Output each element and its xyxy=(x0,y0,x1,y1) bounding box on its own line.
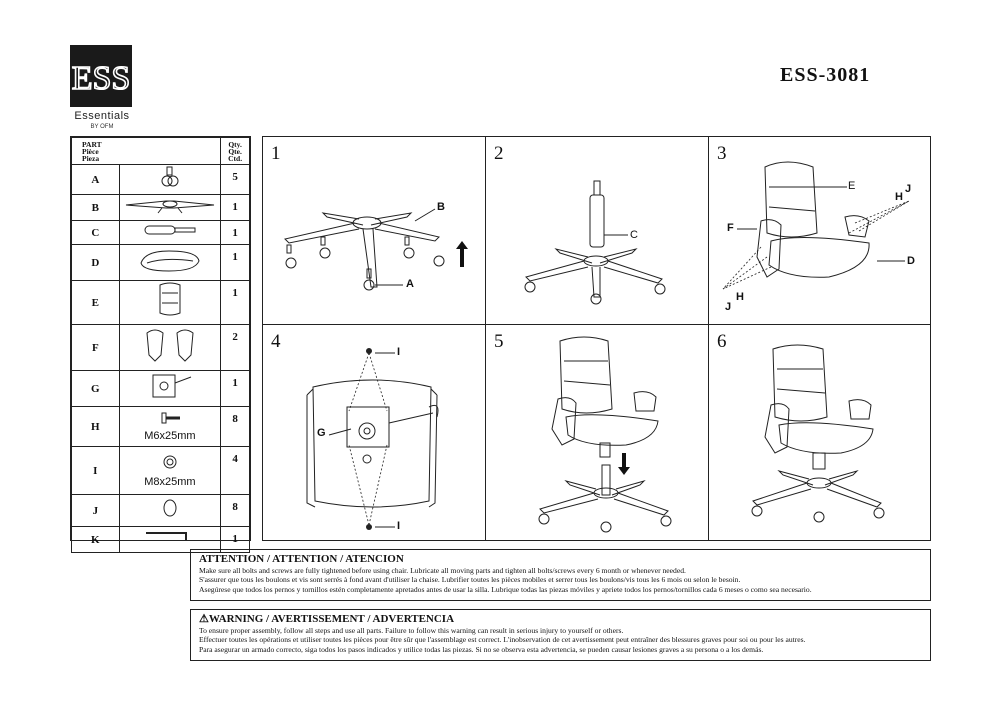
part-qty: 1 xyxy=(221,245,250,281)
part-qty: 5 xyxy=(221,165,250,195)
table-row xyxy=(72,495,250,527)
base-caster-diagram xyxy=(263,137,487,326)
callout-label: C xyxy=(630,229,638,241)
gas-cylinder-icon xyxy=(119,221,221,245)
part-qty: 4 xyxy=(221,447,250,495)
step-1-panel xyxy=(262,136,486,325)
warning-line: Effectuer toutes les opérations et utiliser toutes les pièces pour être sûr que l'assemblage est correct. L'inobservation de cet avertissement peut entraîner des blessures graves pour soi ou pour les autres. xyxy=(199,635,806,645)
part-qty: 1 xyxy=(221,527,250,553)
part-letter: C xyxy=(72,221,120,245)
bolt-size-label: M8x25mm xyxy=(144,476,196,488)
part-letter: G xyxy=(72,371,120,407)
attention-line: S'assurer que tous les boulons et vis sont serrés à fond avant d'utiliser la chaise. Lubrifier toutes les pièces mobiles et serrer tous les boulons/vis tous les 6 mois ou selon le besoin. xyxy=(199,575,741,585)
seat-icon xyxy=(119,245,221,281)
callout-label: I xyxy=(397,520,401,532)
part-letter: F xyxy=(72,325,120,371)
part-letter: B xyxy=(72,195,120,221)
part-qty: 1 xyxy=(221,371,250,407)
part-qty: 2 xyxy=(221,325,250,371)
mechanism-attach-diagram xyxy=(263,325,487,542)
part-letter: A xyxy=(72,165,120,195)
cylinder-base-diagram xyxy=(486,137,710,326)
table-row xyxy=(72,221,250,245)
svg-text:ESS: ESS xyxy=(71,60,131,97)
part-qty: 1 xyxy=(221,281,250,325)
part-letter: H xyxy=(72,407,120,447)
parts-header-row xyxy=(72,138,250,165)
part-letter: K xyxy=(72,527,120,553)
attention-line: Asegúrese que todos los pernos y tornillos estén completamente apretados antes de usar la silla. Lubrique todas las piezas móviles y apriete todos los pernos/tornillos cada 6 meses o como sea necesario. xyxy=(199,584,812,594)
mechanism-icon xyxy=(119,371,221,407)
step-number: 2 xyxy=(494,143,504,164)
part-qty: 8 xyxy=(221,495,250,527)
step-number: 5 xyxy=(494,331,504,352)
part-letter: D xyxy=(72,245,120,281)
brand-logo xyxy=(70,45,132,107)
cap-icon xyxy=(119,495,221,527)
part-letter: E xyxy=(72,281,120,325)
step-number: 6 xyxy=(717,331,727,352)
parts-header-part: PART Pièce Pieza xyxy=(72,138,221,165)
callout-label: H xyxy=(736,291,744,303)
callout-label: F xyxy=(727,222,734,234)
complete-chair-diagram xyxy=(709,325,932,542)
table-row xyxy=(72,195,250,221)
part-letter: I xyxy=(72,447,120,495)
attention-notice xyxy=(190,549,931,601)
table-row xyxy=(72,407,250,447)
backrest-icon xyxy=(119,281,221,325)
callout-label: D xyxy=(907,255,915,267)
attention-title: ATTENTION / ATTENTION / ATENCION xyxy=(199,553,404,565)
bolt-size-label: M6x25mm xyxy=(144,430,196,442)
step-4-panel xyxy=(262,324,486,541)
warning-line: To ensure proper assembly, follow all steps and use all parts. Failure to follow this warning can result in serious injury to yourself or others. xyxy=(199,626,624,635)
step-number: 3 xyxy=(717,143,727,164)
callout-label: A xyxy=(406,278,414,290)
table-row xyxy=(72,325,250,371)
parts-table xyxy=(70,136,251,546)
table-row xyxy=(72,371,250,407)
step-number: 1 xyxy=(271,143,281,164)
step-number: 4 xyxy=(271,331,281,352)
callout-label: E xyxy=(848,180,856,192)
step-3-panel xyxy=(708,136,931,325)
part-qty: 1 xyxy=(221,221,250,245)
part-letter: J xyxy=(72,495,120,527)
callout-label: J xyxy=(725,301,732,313)
table-row xyxy=(72,447,250,495)
brand-name: Essentials xyxy=(74,110,130,122)
table-row xyxy=(72,165,250,195)
caster-icon xyxy=(119,165,221,195)
callout-label: I xyxy=(397,346,401,358)
callout-label: B xyxy=(437,201,445,213)
armrest-icon xyxy=(119,325,221,371)
ess-logo-icon xyxy=(70,45,132,107)
model-number: ESS-3081 xyxy=(780,64,871,86)
bolt-icon xyxy=(119,407,221,447)
warning-line: Para asegurar un armado correcto, siga todos los pasos indicados y utilice todas las piezas. Si no se observa esta advertencia, se pueden causar lesiones graves a su persona o a los demás. xyxy=(199,644,764,654)
warning-title-row xyxy=(199,613,922,626)
brand-sub: BY OFM xyxy=(90,124,114,130)
callout-label: H xyxy=(895,191,903,203)
warning-title: WARNING / AVERTISSEMENT / ADVERTENCIA xyxy=(208,613,455,625)
step-2-panel xyxy=(485,136,709,325)
parts-header-qty: Qty. Qte. Ctd. xyxy=(221,138,250,165)
table-row xyxy=(72,281,250,325)
step-6-panel xyxy=(708,324,931,541)
callout-label: G xyxy=(317,427,326,439)
assembly-insert-diagram xyxy=(486,325,710,542)
warning-triangle-icon: ⚠ xyxy=(199,613,209,625)
bolt-icon xyxy=(119,447,221,495)
base-icon xyxy=(119,195,221,221)
table-row xyxy=(72,245,250,281)
warning-notice xyxy=(190,609,931,661)
attention-line: Make sure all bolts and screws are fully tightened before using chair. Lubricate all moving parts and tighten all bolts/screws every 6 month or whenever needed. xyxy=(199,566,686,575)
part-qty: 1 xyxy=(221,195,250,221)
step-5-panel xyxy=(485,324,709,541)
part-qty: 8 xyxy=(221,407,250,447)
callout-label: J xyxy=(905,183,912,195)
